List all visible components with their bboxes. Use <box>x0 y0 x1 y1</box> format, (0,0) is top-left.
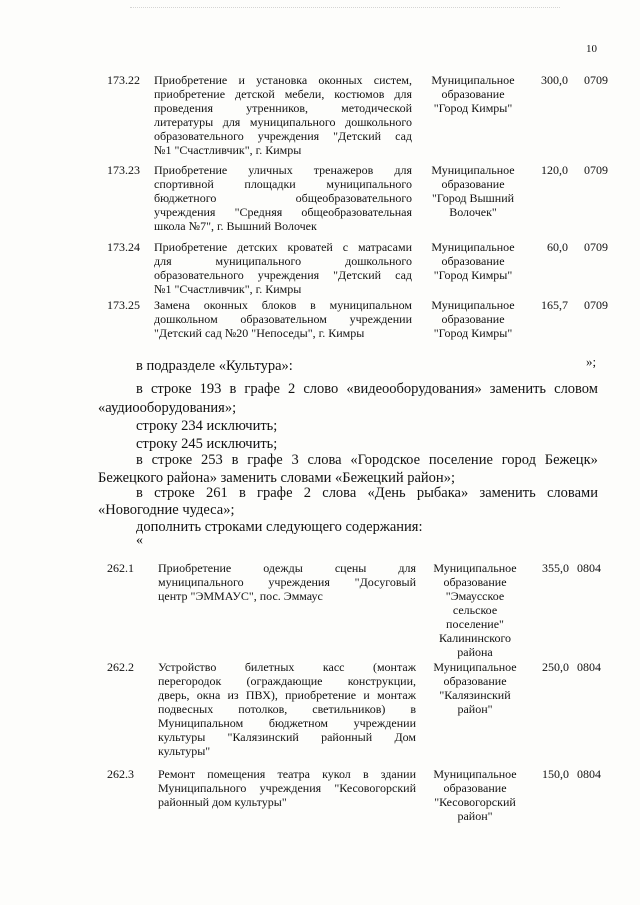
row-budget-code: 0709 <box>584 73 608 87</box>
word: в <box>136 485 143 501</box>
word: Бежецк» <box>544 452 598 468</box>
description-line: №1 "Счастливчик", г. Кимры <box>154 282 302 296</box>
paragraph-row-245: строку 245 исключить; <box>136 436 278 452</box>
word: в <box>136 452 143 468</box>
row-number: 262.2 <box>107 660 134 674</box>
paragraph-row-193-line2: «аудиооборудования»; <box>98 400 237 416</box>
description-line: Приобретение одежды сцены для <box>158 561 416 575</box>
municipality-line: "Калязинский <box>439 688 511 702</box>
municipality-line: "Город Кимры" <box>433 326 513 340</box>
word: графе <box>244 381 280 397</box>
word: графе <box>247 452 283 468</box>
description-line: Приобретение детских кроватей с матрасами <box>154 240 412 254</box>
word: слова <box>322 485 357 501</box>
row-municipality <box>420 240 526 282</box>
row-municipality <box>420 73 526 115</box>
municipality-line: "Город Вышний <box>431 191 515 205</box>
paragraph-row-261-line1 <box>136 484 598 502</box>
municipality-line: "Город Кимры" <box>433 101 513 115</box>
row-municipality <box>420 163 526 219</box>
row-municipality <box>422 561 528 659</box>
row-number: 173.23 <box>107 163 140 177</box>
word: в <box>231 452 239 468</box>
row-amount: 150,0 <box>542 767 569 781</box>
row-budget-code: 0709 <box>584 298 608 312</box>
word: 2 <box>303 485 312 501</box>
description-line: литературы для муниципального дошкольного <box>154 115 412 129</box>
word: 261 <box>205 485 228 501</box>
row-amount: 60,0 <box>547 240 568 254</box>
row-description <box>154 73 412 157</box>
word: 3 <box>291 452 299 468</box>
municipality-line: поселение" <box>446 617 504 631</box>
row-description <box>158 660 416 758</box>
description-line: дошкольном образовательном учреждении <box>154 312 412 326</box>
description-line: для муниципального дошкольного <box>154 254 412 268</box>
description-line: учреждения "Средняя общеобразовательная <box>154 205 412 219</box>
description-line: районный дом культуры" <box>158 795 287 809</box>
row-description <box>154 163 412 233</box>
word: слова <box>307 452 342 468</box>
municipality-line: "Город Кимры" <box>433 268 513 282</box>
municipality-line: район" <box>457 702 493 716</box>
word: «Городское <box>350 452 421 468</box>
paragraph-add-rows: дополнить строками следующего содержания: <box>136 519 423 535</box>
row-number: 262.3 <box>107 767 134 781</box>
word: строке <box>154 485 195 501</box>
description-line: Муниципального учреждения "Кесовогорский <box>158 781 416 795</box>
municipality-line: образование <box>443 674 507 688</box>
word: заменить <box>489 381 547 397</box>
paragraph-section-culture: в подразделе «Культура»: <box>136 358 293 374</box>
word: поселение <box>428 452 493 468</box>
word: в <box>238 485 246 501</box>
row-amount: 300,0 <box>541 73 568 87</box>
closing-quote: »; <box>586 354 597 369</box>
row-budget-code: 0804 <box>577 767 601 781</box>
word: словами <box>547 485 598 501</box>
row-budget-code: 0804 <box>577 561 601 575</box>
word: в <box>229 381 237 397</box>
municipality-line: "Кесовогорский <box>434 795 516 809</box>
description-line: приобретение детской мебели, костюмов для <box>154 87 412 101</box>
row-number: 173.22 <box>107 73 140 87</box>
paragraph-row-253-line1 <box>136 451 598 469</box>
municipality-line: Муниципальное <box>431 240 515 254</box>
row-number: 173.25 <box>107 298 140 312</box>
word: в <box>136 381 143 397</box>
word: рыбака» <box>416 485 469 501</box>
municipality-line: "Эмаусское <box>445 589 505 603</box>
word: 2 <box>287 381 296 397</box>
description-line: спортивной площадки муниципального <box>154 177 412 191</box>
word: строке <box>150 381 192 397</box>
municipality-line: Муниципальное <box>431 73 515 87</box>
description-line: бюджетного общеобразовательного <box>154 191 412 205</box>
paragraph-row-261-line2: «Новогодние чудеса»; <box>98 502 235 518</box>
row-description <box>158 767 416 809</box>
row-amount: 165,7 <box>541 298 568 312</box>
description-line: образовательного учреждения "Детский сад <box>154 129 412 143</box>
row-amount: 250,0 <box>542 660 569 674</box>
row-description <box>158 561 416 603</box>
description-line: Устройство билетных касс (монтаж <box>158 660 416 674</box>
municipality-line: образование <box>443 575 507 589</box>
description-line: Муниципальном бюджетном учреждении <box>158 716 416 730</box>
description-line: дверь, окна из ПВХ), приобретение и монтаж <box>158 688 416 702</box>
description-line: Ремонт помещения театра кукол в здании <box>158 767 416 781</box>
description-line: муниципального учреждения "Досуговый <box>158 575 416 589</box>
description-line: подвесных потолков, светильников) в <box>158 702 416 716</box>
word: слово <box>303 381 339 397</box>
municipality-line: Муниципальное <box>433 660 517 674</box>
description-line: образовательного учреждения "Детский сад <box>154 268 412 282</box>
row-amount: 355,0 <box>542 561 569 575</box>
row-municipality <box>420 298 526 340</box>
row-budget-code: 0804 <box>577 660 601 674</box>
municipality-line: сельское <box>452 603 498 617</box>
row-municipality <box>422 660 528 716</box>
row-number: 262.1 <box>107 561 134 575</box>
row-budget-code: 0709 <box>584 240 608 254</box>
opening-quote: « <box>136 533 143 548</box>
row-municipality <box>422 767 528 823</box>
description-line: №1 "Счастливчик", г. Кимры <box>154 143 302 157</box>
municipality-line: образование <box>443 781 507 795</box>
word: словом <box>554 381 598 397</box>
row-amount: 120,0 <box>541 163 568 177</box>
paragraph-row-253-line2: Бежецкого района» заменить словами «Бежецкий район»; <box>98 470 455 486</box>
municipality-line: образование <box>441 177 505 191</box>
scan-artifact-line <box>130 7 560 8</box>
municipality-line: Муниципальное <box>431 298 515 312</box>
municipality-line: Калининского <box>438 631 512 645</box>
description-line: культуры" <box>158 744 211 758</box>
description-line: центр "ЭММАУС", пос. Эммаус <box>158 589 323 603</box>
municipality-line: Муниципальное <box>433 561 517 575</box>
municipality-line: район" <box>457 809 493 823</box>
word: «видеооборудования» <box>346 381 482 397</box>
row-description <box>154 298 412 340</box>
municipality-line: Волочек" <box>449 205 497 219</box>
municipality-line: образование <box>441 312 505 326</box>
word: 193 <box>199 381 222 397</box>
row-description <box>154 240 412 296</box>
municipality-line: Муниципальное <box>431 163 515 177</box>
paragraph-row-234: строку 234 исключить; <box>136 418 278 434</box>
page-number: 10 <box>586 43 597 55</box>
municipality-line: образование <box>441 87 505 101</box>
municipality-line: района <box>457 645 493 659</box>
description-line: школа №7", г. Вышний Волочек <box>154 219 317 233</box>
word: 253 <box>201 452 223 468</box>
description-line: Приобретение уличных тренажеров для <box>154 163 412 177</box>
municipality-line: Муниципальное <box>433 767 517 781</box>
description-line: Замена оконных блоков в муниципальном <box>154 298 412 312</box>
municipality-line: образование <box>441 254 505 268</box>
description-line: Приобретение и установка оконных систем, <box>154 73 412 87</box>
description-line: проведения утренников, методической <box>154 101 412 115</box>
paragraph-row-193-line1 <box>136 380 598 398</box>
row-number: 173.24 <box>107 240 140 254</box>
word: заменить <box>479 485 536 501</box>
description-line: "Детский сад №20 "Непоседы", г. Кимры <box>154 326 365 340</box>
word: «День <box>367 485 406 501</box>
description-line: культуры "Калязинский районный Дом <box>158 730 416 744</box>
word: строке <box>151 452 193 468</box>
word: город <box>501 452 536 468</box>
row-budget-code: 0709 <box>584 163 608 177</box>
description-line: перегородок (ограждающие конструкции, <box>158 674 416 688</box>
word: графе <box>257 485 293 501</box>
